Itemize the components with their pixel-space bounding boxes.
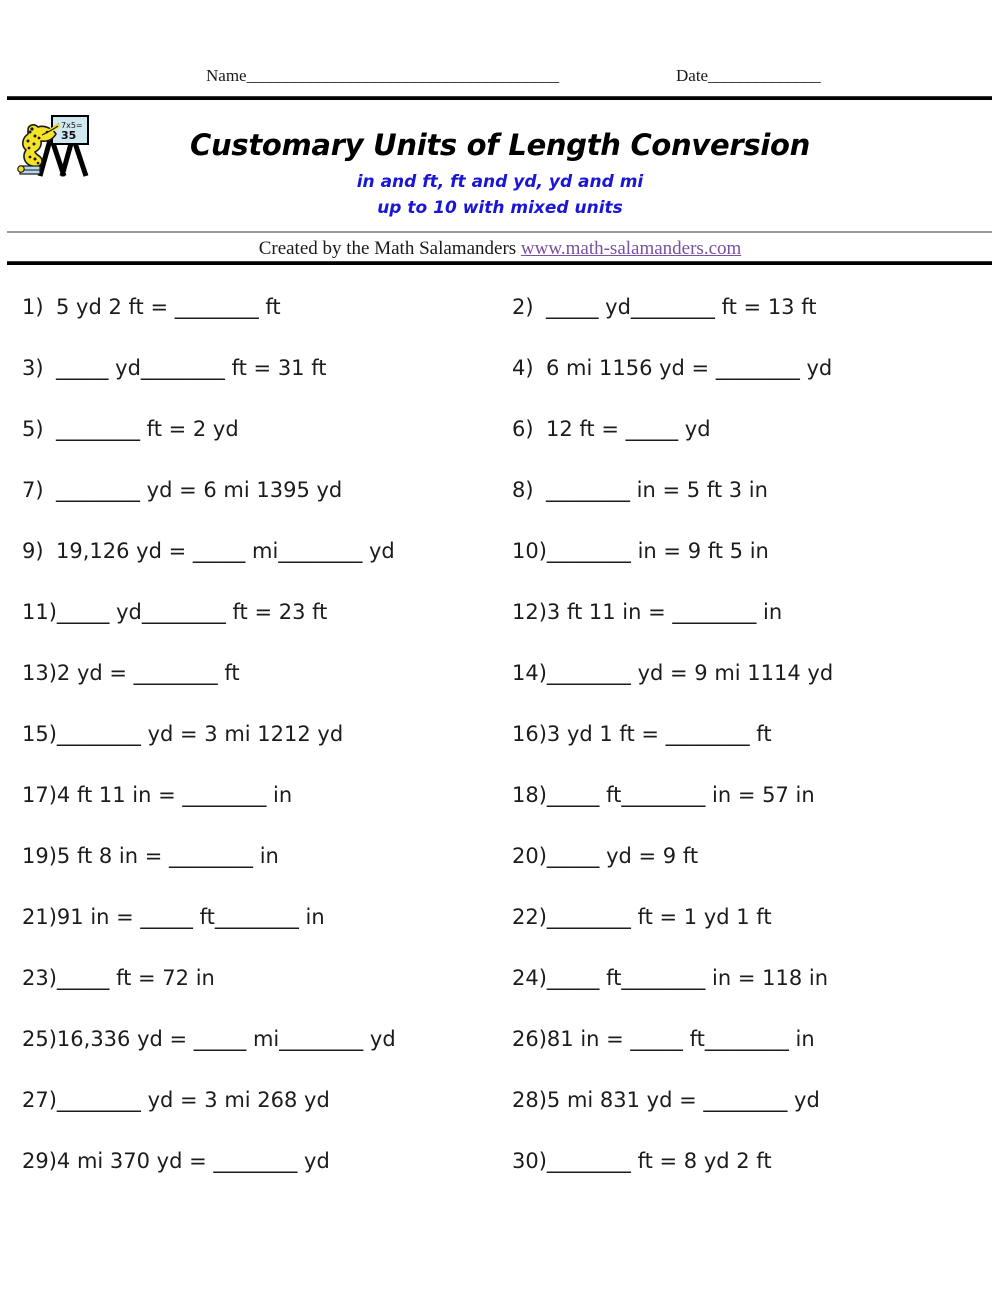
question-number: 29) [22,1149,57,1173]
question-number: 3) [22,356,44,380]
question-item[interactable] [512,841,698,871]
question-item[interactable] [512,658,833,688]
question-text: _____ ft________ in = 118 in [546,966,829,990]
question-row [0,841,1000,902]
question-text: _____ yd________ ft = 31 ft [56,356,327,380]
question-row [0,1024,1000,1085]
question-item[interactable] [512,963,828,993]
question-item[interactable] [22,536,395,566]
logo-board-line2: 35 [61,129,77,142]
question-number: 8) [512,478,534,502]
question-item[interactable] [512,292,816,322]
question-text: ________ yd = 3 mi 268 yd [56,1088,330,1112]
question-number: 26) [512,1027,547,1051]
question-text: 5 yd 2 ft = ________ ft [56,295,281,319]
question-item[interactable] [512,536,769,566]
question-item[interactable] [22,1024,396,1054]
question-number: 13) [22,661,57,685]
date-field[interactable] [676,66,820,86]
question-item[interactable] [512,719,772,749]
question-item[interactable] [22,475,342,505]
question-item[interactable] [22,963,215,993]
question-number: 9) [22,539,44,563]
question-number: 5) [22,417,44,441]
name-blank-line: _______________________________________ [246,66,559,85]
question-item[interactable] [512,353,832,383]
question-number: 19) [22,844,57,868]
question-item[interactable] [512,902,772,932]
name-field[interactable] [206,66,559,86]
question-number: 17) [22,783,57,807]
question-item[interactable] [512,597,782,627]
question-item[interactable] [512,1024,815,1054]
question-text: 5 ft 8 in = ________ in [56,844,279,868]
question-text: _____ yd________ ft = 13 ft [546,295,817,319]
question-item[interactable] [22,292,281,322]
question-item[interactable] [512,475,768,505]
question-text: ________ yd = 9 mi 1114 yd [546,661,834,685]
question-number: 18) [512,783,547,807]
question-text: _____ yd________ ft = 23 ft [56,600,328,624]
question-number: 28) [512,1088,547,1112]
question-number: 30) [512,1149,547,1173]
question-text: ________ ft = 8 yd 2 ft [546,1149,772,1173]
question-number: 14) [512,661,547,685]
question-row [0,597,1000,658]
question-number: 2) [512,295,534,319]
question-item[interactable] [22,1146,330,1176]
question-item[interactable] [22,1085,330,1115]
question-row [0,414,1000,475]
question-text: ________ in = 9 ft 5 in [546,539,769,563]
question-row [0,719,1000,780]
question-number: 4) [512,356,534,380]
question-row [0,902,1000,963]
question-number: 27) [22,1088,57,1112]
question-item[interactable] [22,719,343,749]
question-number: 7) [22,478,44,502]
question-item[interactable] [22,597,327,627]
question-number: 6) [512,417,534,441]
question-item[interactable] [22,841,279,871]
question-text: 81 in = _____ ft________ in [546,1027,815,1051]
question-text: 3 ft 11 in = ________ in [546,600,783,624]
question-number: 25) [22,1027,57,1051]
question-item[interactable] [512,780,815,810]
question-text: ________ ft = 1 yd 1 ft [546,905,772,929]
question-number: 16) [512,722,547,746]
question-text: 91 in = _____ ft________ in [56,905,325,929]
question-text: _____ yd = 9 ft [546,844,699,868]
question-number: 11) [22,600,57,624]
question-number: 10) [512,539,547,563]
question-number: 22) [512,905,547,929]
question-number: 15) [22,722,57,746]
credit-line [0,238,1000,260]
question-text: _____ ft = 72 in [56,966,215,990]
date-label: Date [676,66,709,85]
date-blank-line: ______________ [708,66,821,85]
question-number: 20) [512,844,547,868]
question-text: 5 mi 831 yd = ________ yd [546,1088,820,1112]
credit-divider-bottom [7,261,992,265]
question-item[interactable] [512,414,711,444]
question-number: 23) [22,966,57,990]
question-text: 12 ft = _____ yd [546,417,711,441]
question-item[interactable] [22,658,240,688]
question-text: 6 mi 1156 yd = ________ yd [546,356,833,380]
question-text: ________ ft = 2 yd [56,417,239,441]
website-link[interactable]: www.math-salamanders.com [520,238,742,259]
question-item[interactable] [22,902,325,932]
subtitle-range: up to 10 with mixed units [377,198,623,218]
question-text: ________ in = 5 ft 3 in [546,478,768,502]
question-text: 19,126 yd = _____ mi________ yd [56,539,395,563]
header-divider-top [7,96,992,100]
question-item[interactable] [512,1146,772,1176]
question-text: 4 mi 370 yd = ________ yd [56,1149,330,1173]
questions-grid [0,292,1000,1207]
question-row [0,1146,1000,1207]
question-text: ________ yd = 3 mi 1212 yd [56,722,344,746]
question-text: 2 yd = ________ ft [56,661,240,685]
question-text: 16,336 yd = _____ mi________ yd [56,1027,396,1051]
name-date-row [0,66,1000,92]
name-label: Name [206,66,247,85]
question-row [0,475,1000,536]
question-item[interactable] [22,780,292,810]
question-row [0,536,1000,597]
subtitle-units: in and ft, ft and yd, yd and mi [356,172,644,192]
question-row [0,658,1000,719]
question-item[interactable] [512,1085,820,1115]
question-row [0,963,1000,1024]
question-row [0,1085,1000,1146]
question-text: _____ ft________ in = 57 in [546,783,815,807]
question-number: 1) [22,295,44,319]
logo-board-line1: 7x5= [61,121,83,130]
question-number: 21) [22,905,57,929]
question-row [0,780,1000,841]
question-item[interactable] [22,414,239,444]
question-number: 12) [512,600,547,624]
page-title: Customary Units of Length Conversion [190,128,810,162]
question-item[interactable] [22,353,326,383]
question-text: ________ yd = 6 mi 1395 yd [56,478,343,502]
credit-divider-top [7,231,992,233]
question-row [0,353,1000,414]
credit-text: Created by the Math Salamanders [258,238,521,259]
question-text: 3 yd 1 ft = ________ ft [546,722,772,746]
question-row [0,292,1000,353]
question-number: 24) [512,966,547,990]
question-text: 4 ft 11 in = ________ in [56,783,293,807]
